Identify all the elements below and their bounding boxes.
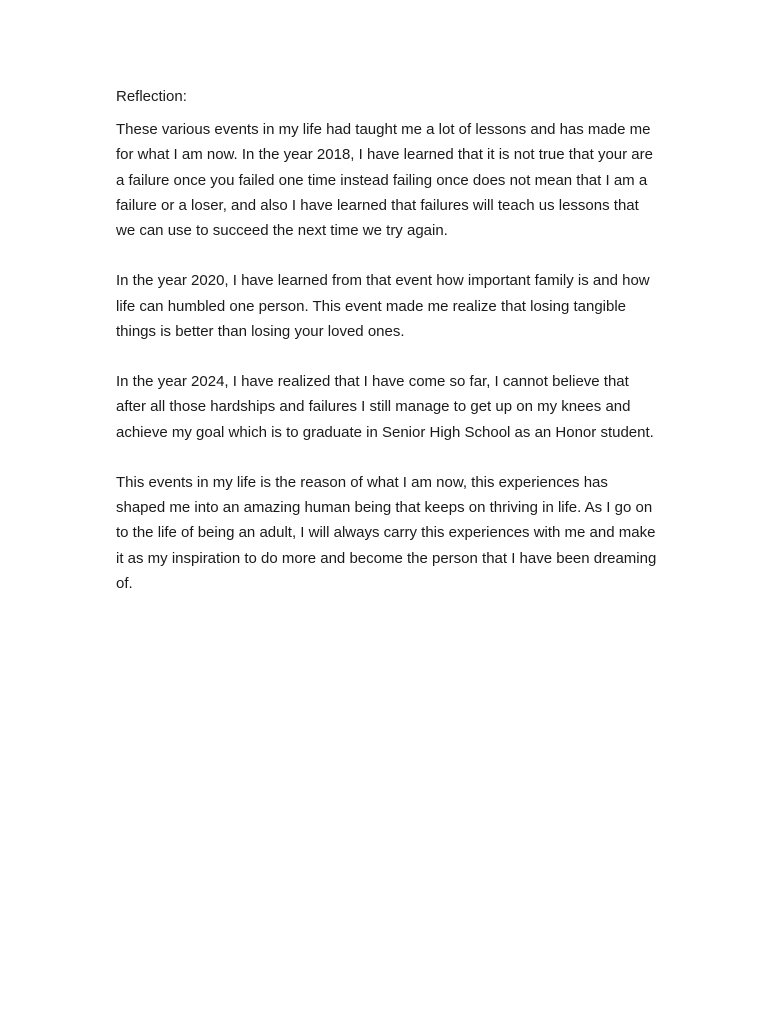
paragraph-2020: In the year 2020, I have learned from that event how important family is and how life can humbled one person. This event made me realize that losing tangible things is better than losing your loved ones. [116,272,650,340]
paragraph-2024: In the year 2024, I have realized that I have come so far, I cannot believe that after all those hardships and failures I still manage to get up on my knees and achieve my goal which is to graduate in Senior High School as an Honor student. [116,373,654,441]
reflection-heading: Reflection: [116,88,187,105]
paragraph-2018: These various events in my life had taught me a lot of lessons and has made me for what I am now. In the year 2018, I have learned that it is not true that your are a failure once you failed one time instead failing once does not mean that I am a failure or a loser, and also I have learned that failures will teach us lessons that we can use to succeed the next time we try again. [116,121,653,240]
document-body [116,84,661,621]
paragraph-conclusion: This events in my life is the reason of what I am now, this experiences has shaped me into an amazing human being that keeps on thriving in life. As I go on to the life of being an adult, I will always carry this experiences with me and make it as my inspiration to do more and become the person that I have been dreaming of. [116,474,657,592]
